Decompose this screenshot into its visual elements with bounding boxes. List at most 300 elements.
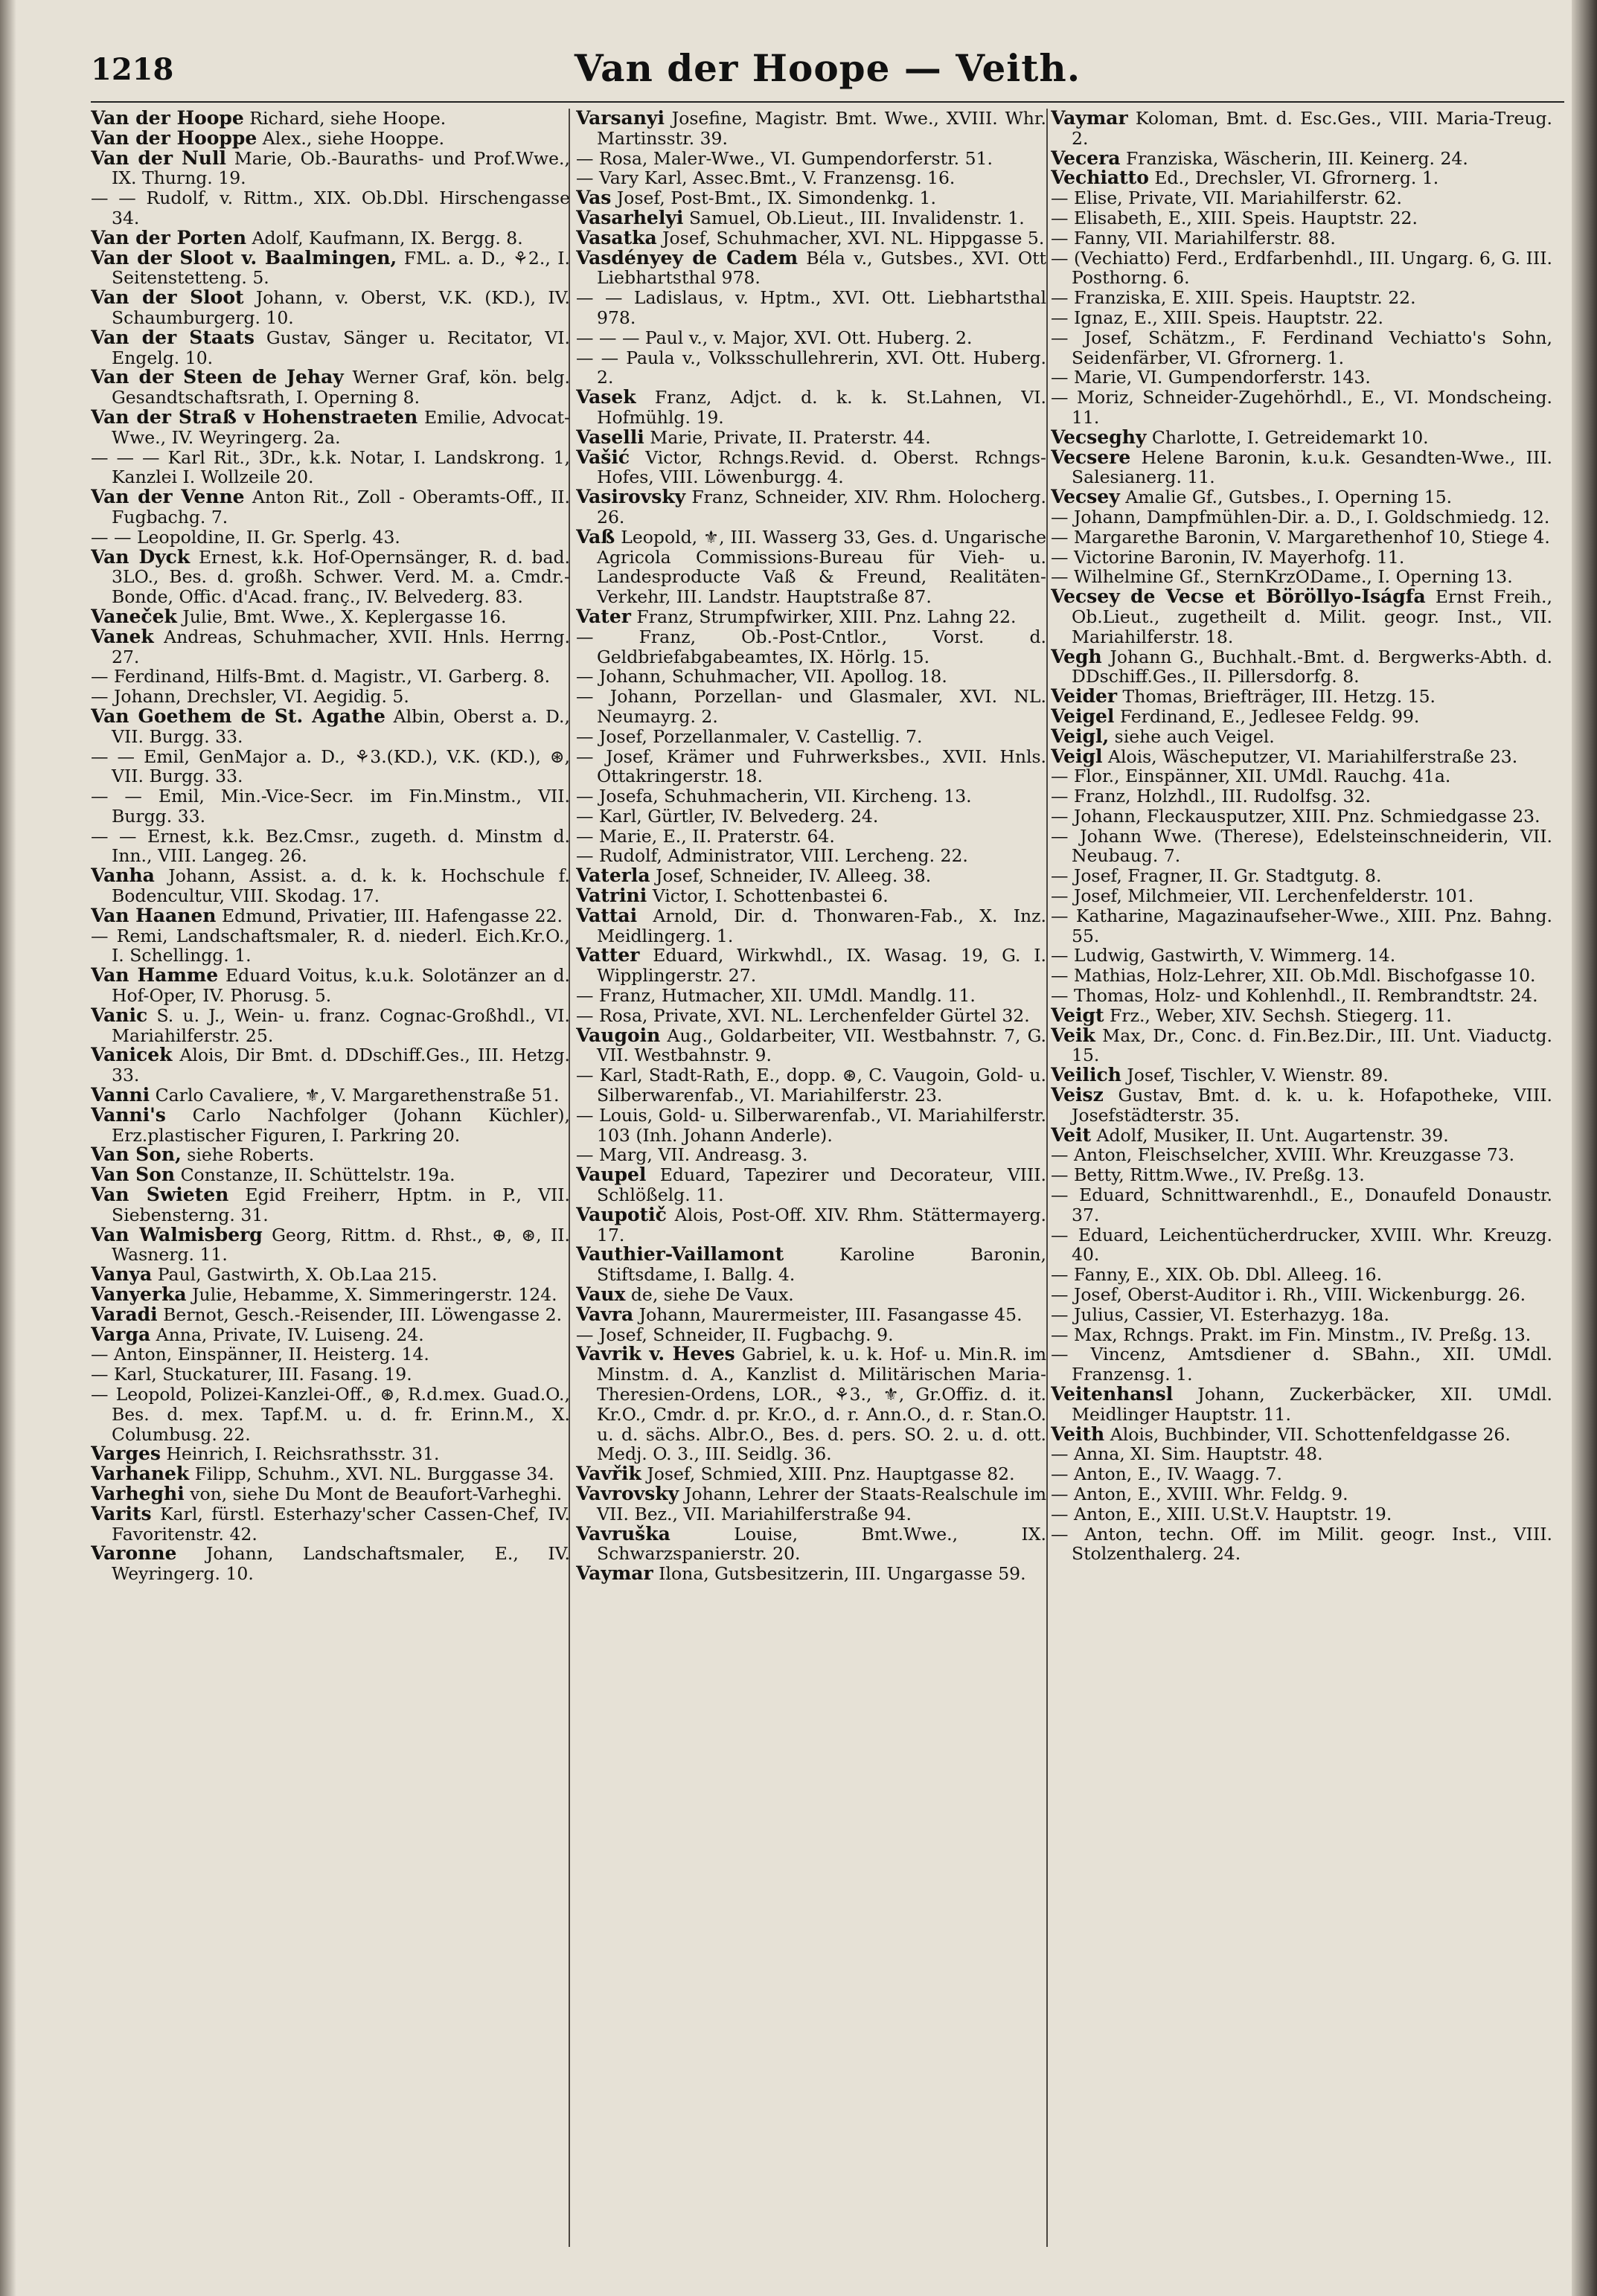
directory-entry — [1051, 906, 1552, 946]
directory-entry — [576, 1145, 1046, 1165]
entry-text: Alex., siehe Hooppe. — [262, 127, 445, 149]
directory-entry — [91, 827, 570, 867]
entry-name: Van der Sloot v. Baalmingen, — [91, 246, 397, 269]
entry-text: Eduard, Tapezirer und Decorateur, VIII. Schlößelg. 11. — [597, 1164, 1046, 1206]
entry-text: — — Ernest, k.k. Bez.Cmsr., zugeth. d. Minstm d. Inn., VIII. Langeg. 26. — [91, 825, 570, 867]
entry-text: — Marie, VI. Gumpendorferstr. 143. — [1051, 367, 1371, 388]
directory-entry — [1051, 1425, 1552, 1445]
directory-entry — [576, 906, 1046, 946]
entry-name: Vavřik — [576, 1463, 641, 1485]
entry-text: — Rudolf, Administrator, VIII. Lercheng. 22. — [576, 845, 968, 867]
page-shadow-right — [1572, 0, 1597, 2296]
entry-text: Egid Freiherr, Hptm. in P., VII. Siebensterng. 31. — [112, 1184, 570, 1225]
entry-text: Richard, siehe Hoope. — [249, 109, 447, 129]
directory-entry — [576, 348, 1046, 388]
directory-entry — [91, 1325, 570, 1345]
entry-name: Varges — [91, 1443, 161, 1465]
entry-name: Vecera — [1051, 147, 1121, 169]
directory-entry — [1051, 1165, 1552, 1185]
directory-entry — [91, 1045, 570, 1086]
directory-entry — [1051, 1504, 1552, 1524]
entry-name: Vecsere — [1051, 446, 1131, 468]
directory-entry — [1051, 807, 1552, 827]
entry-text: Aug., Goldarbeiter, VII. Westbahnstr. 7, G. VII. Westbahnstr. 9. — [597, 1024, 1046, 1066]
directory-entry — [576, 1464, 1046, 1484]
entry-text: Ed., Drechsler, VI. Gfrornerg. 1. — [1154, 167, 1439, 189]
entry-text: — Josef, Schätzm., F. Ferdinand Vechiatto's Sohn, Seidenfärber, VI. Gfrornerg. 1. — [1051, 327, 1552, 368]
entry-name: Veigl, — [1051, 725, 1110, 747]
directory-entry — [91, 328, 570, 368]
entry-text: S. u. J., Wein- u. franz. Cognac-Großhdl., VI. Mariahilferstr. 25. — [112, 1004, 570, 1046]
entry-text: Heinrich, I. Reichsrathsstr. 31. — [166, 1443, 440, 1465]
entry-name: Vecsey de Vecse et Böröllyo-Iságfa — [1051, 586, 1426, 608]
entry-name: Van Son, — [91, 1144, 182, 1166]
entry-name: Veigel — [1051, 705, 1115, 727]
directory-entry — [91, 926, 570, 966]
entry-text: Johann, Maurermeister, III. Fasangasse 45. — [639, 1303, 1022, 1325]
directory-entry — [576, 1026, 1046, 1066]
directory-entry — [1051, 1305, 1552, 1325]
entry-text: — Eduard, Schnittwarenhdl., E., Donaufeld Donaustr. 37. — [1051, 1184, 1552, 1225]
entry-text: — Anton, E., XVIII. Whr. Feldg. 9. — [1051, 1483, 1348, 1504]
entry-text: Alois, Dir Bmt. d. DDschiff.Ges., III. Hetzg. 33. — [112, 1045, 570, 1086]
directory-entry — [91, 1544, 570, 1584]
directory-entry — [91, 1225, 570, 1266]
entry-name: Vanic — [91, 1004, 148, 1026]
directory-entry — [1051, 946, 1552, 966]
directory-entry — [1051, 248, 1552, 289]
directory-entry — [1051, 527, 1552, 548]
directory-entry — [1051, 966, 1552, 986]
entry-name: Varadi — [91, 1303, 158, 1325]
entry-text: Marie, Private, II. Praterstr. 44. — [650, 426, 931, 448]
directory-entry — [1051, 109, 1552, 149]
directory-entry — [91, 288, 570, 328]
directory-entry — [1051, 687, 1552, 707]
entry-name: Vašić — [576, 446, 630, 468]
entry-text: Anna, Private, IV. Luiseng. 24. — [156, 1324, 424, 1345]
entry-text: Gabriel, k. u. k. Hof- u. Min.R. im Minstm. d. A., Kanzlist d. Militärischen Maria-Theresien-Ordens, LOR., ⚘3., ⚜, Gr.Offiz. d. it. Kr.O., Cmdr. d. pr. Kr.O., d. r. Ann.O., d. r. Stan.O. u. d. sächs. Albr.O., Bes. d. pers. SO. 2. u. d. ott. Medj. O. 3., III. Seidlg. 36. — [597, 1344, 1046, 1465]
directory-entry — [1051, 1325, 1552, 1345]
directory-entry — [91, 1145, 570, 1165]
entry-text: Georg, Rittm. d. Rhst., ⊕, ⊛, II. Wasnerg. 11. — [112, 1224, 570, 1266]
entry-text: Leopold, ⚜, III. Wasserg 33, Ges. d. Ungarische Agricola Commissions-Bureau für Vieh- u. Landesproducte Vaß & Freund, Realitäten-Verkehr, III. Landstr. Hauptstraße 87. — [597, 526, 1046, 608]
entry-text: — Louis, Gold- u. Silberwarenfab., VI. Mariahilferstr. 103 (Inh. Johann Anderle). — [576, 1104, 1046, 1146]
directory-entry — [576, 667, 1046, 687]
entry-text: Alois, Post-Off. XIV. Rhm. Stättermayerg. 17. — [597, 1204, 1046, 1245]
entry-name: Vaymar — [1051, 109, 1128, 129]
directory-entry — [1051, 388, 1552, 428]
directory-entry — [91, 1344, 570, 1365]
directory-entry — [576, 866, 1046, 886]
entry-text: — Josef, Porzellanmaler, V. Castellig. 7. — [576, 725, 923, 747]
directory-entry — [1051, 1444, 1552, 1464]
entry-text: — (Vechiatto) Ferd., Erdfarbenhdl., III. Ungarg. 6, G. III. Posthorng. 6. — [1051, 247, 1552, 289]
entry-text: — — Paula v., Volksschullehrerin, XVI. Ott. Huberg. 2. — [576, 347, 1046, 388]
entry-name: Varga — [91, 1323, 151, 1345]
entry-name: Veith — [1051, 1423, 1105, 1445]
directory-entry — [91, 1185, 570, 1225]
entry-name: Vavra — [576, 1303, 634, 1325]
entry-text: Franz, Schneider, XIV. Rhm. Holocherg. 26. — [597, 487, 1046, 527]
directory-entry — [1051, 1225, 1552, 1266]
column-divider — [1046, 109, 1048, 2247]
entry-name: Van der Porten — [91, 226, 247, 248]
entry-text: von, siehe Du Mont de Beaufort-Varheghi. — [190, 1483, 563, 1504]
entry-name: Vaugoin — [576, 1024, 661, 1046]
entry-text: — Josefa, Schuhmacherin, VII. Kircheng. 13. — [576, 786, 972, 807]
entry-text: FML. a. D., ⚘2., I. Seitenstetteng. 5. — [112, 247, 570, 289]
directory-entry — [91, 1305, 570, 1325]
directory-entry — [576, 188, 1046, 208]
entry-name: Vaneček — [91, 605, 177, 627]
directory-entry — [1051, 1285, 1552, 1305]
directory-entry — [576, 786, 1046, 807]
entry-name: Vasatka — [576, 226, 657, 248]
directory-entry — [1051, 548, 1552, 568]
entry-name: Van der Hooppe — [91, 126, 257, 149]
directory-entry — [576, 248, 1046, 289]
entry-text: Franz, Strumpfwirker, XIII. Pnz. Lahng 22. — [636, 606, 1017, 627]
entry-name: Vauthier-Vaillamont — [576, 1243, 784, 1266]
entry-name: Van der Hoope — [91, 109, 244, 129]
directory-entry — [1051, 149, 1552, 169]
entry-name: Vanek — [91, 625, 154, 647]
entry-text: — Marie, E., II. Praterstr. 64. — [576, 825, 835, 847]
entry-name: Vanya — [91, 1263, 153, 1286]
entry-name: Vaselli — [576, 426, 644, 448]
entry-text: — Elisabeth, E., XIII. Speis. Hauptstr. 22. — [1051, 207, 1418, 228]
entry-text: Alois, Wäscheputzer, VI. Mariahilferstraße 23. — [1107, 745, 1518, 767]
entry-text: Andreas, Schuhmacher, XVII. Hnls. Herrng. 27. — [112, 626, 570, 667]
directory-entry — [91, 667, 570, 687]
directory-entry — [1051, 587, 1552, 647]
entry-name: Veitenhansl — [1051, 1383, 1174, 1405]
directory-entry — [1051, 1344, 1552, 1385]
entry-text: — Margarethe Baronin, V. Margarethenhof 10, Stiege 4. — [1051, 526, 1550, 548]
entry-text: — Johann, Fleckausputzer, XIII. Pnz. Schmiedgasse 23. — [1051, 805, 1540, 827]
entry-name: Vaupel — [576, 1164, 647, 1186]
directory-entry — [1051, 1086, 1552, 1126]
entry-text: Johann, v. Oberst, V.K. (KD.), IV. Schaumburgerg. 10. — [112, 287, 570, 328]
directory-entry — [91, 1006, 570, 1046]
entry-name: Veisz — [1051, 1084, 1104, 1106]
entry-text: Gustav, Sänger u. Recitator, VI. Engelg. 10. — [112, 327, 570, 368]
directory-entry — [1051, 428, 1552, 448]
entry-text: Helene Baronin, k.u.k. Gesandten-Wwe., III. Salesianerg. 11. — [1072, 446, 1552, 488]
entry-text: Josef, Schneider, IV. Alleeg. 38. — [656, 865, 932, 887]
directory-entry — [576, 149, 1046, 169]
entry-name: Van Haanen — [91, 904, 217, 926]
directory-entry — [1051, 328, 1552, 368]
entry-name: Vanni's — [91, 1103, 166, 1126]
entry-text: Albin, Oberst a. D., VII. Burgg. 33. — [112, 705, 570, 747]
entry-text: Amalie Gf., Gutsbes., I. Operning 15. — [1125, 487, 1453, 508]
entry-name: Varheghi — [91, 1482, 185, 1504]
entry-name: Vanha — [91, 865, 155, 887]
directory-entry — [91, 966, 570, 1006]
entry-name: Vasirovsky — [576, 486, 686, 508]
directory-entry — [1051, 1026, 1552, 1066]
directory-entry — [1051, 1006, 1552, 1026]
entry-text: Bernot, Gesch.-Reisender, III. Löwengasse 2. — [163, 1303, 563, 1325]
column-2 — [576, 109, 1046, 2251]
directory-entry — [576, 1245, 1046, 1285]
entry-name: Vanicek — [91, 1044, 173, 1066]
entry-text: — Franz, Ob.-Post-Cntlor., Vorst. d. Geldbriefabgabeamtes, IX. Hörlg. 15. — [576, 626, 1046, 667]
entry-text: — Thomas, Holz- und Kohlenhdl., II. Rembrandtstr. 24. — [1051, 985, 1538, 1007]
entry-text: Carlo Nachfolger (Johann Küchler), Erz.plastischer Figuren, I. Parkring 20. — [112, 1104, 570, 1146]
entry-text: — Karl, Gürtler, IV. Belvederg. 24. — [576, 805, 879, 827]
entry-name: Vaymar — [576, 1562, 653, 1585]
directory-entry — [91, 747, 570, 787]
directory-entry — [91, 545, 570, 608]
entry-text: — Johann Wwe. (Therese), Edelsteinschneiderin, VII. Neubaug. 7. — [1051, 825, 1552, 867]
entry-text: — Anton, techn. Off. im Milit. geogr. Inst., VIII. Stolzenthalerg. 24. — [1051, 1523, 1552, 1565]
entry-name: Vasarhelyi — [576, 206, 684, 228]
entry-text: Adolf, Kaufmann, IX. Bergg. 8. — [252, 227, 523, 248]
entry-text: Arnold, Dir. d. Thonwaren-Fab., X. Inz. Meidlingerg. 1. — [597, 905, 1046, 946]
entry-text: Marie, Ob.-Bauraths- und Prof.Wwe., IX. Thurng. 19. — [112, 147, 570, 189]
entry-text: Franziska, Wäscherin, III. Keinerg. 24. — [1126, 147, 1468, 169]
entry-text: — Karl, Stadt-Rath, E., dopp. ⊛, C. Vaugoin, Gold- u. Silberwarenfab., VI. Mariahilferstr. 23. — [576, 1065, 1046, 1106]
directory-entry — [576, 727, 1046, 747]
entry-name: Van der Straß v Hohenstraeten — [91, 405, 418, 428]
entry-text: Johann G., Buchhalt.-Bmt. d. Bergwerks-Abth. d. DDschiff.Ges., II. Pillersdorfg. 8. — [1072, 646, 1552, 687]
header-rule — [91, 101, 1564, 103]
directory-entry — [576, 1325, 1046, 1345]
entry-name: Van der Null — [91, 147, 226, 169]
directory-entry — [91, 1103, 570, 1146]
entry-text: — Ferdinand, Hilfs-Bmt. d. Magistr., VI. Garberg. 8. — [91, 666, 551, 687]
entry-name: Vaß — [576, 525, 615, 548]
directory-entry — [1051, 866, 1552, 886]
directory-entry — [91, 1385, 570, 1444]
entry-name: Vanni — [91, 1084, 150, 1106]
entry-text: — Wilhelmine Gf., SternKrzODame., I. Operning 13. — [1051, 566, 1513, 588]
directory-entry — [91, 687, 570, 707]
directory-entry — [1051, 647, 1552, 687]
entry-text: — Josef, Oberst-Auditor i. Rh., VIII. Wickenburgg. 26. — [1051, 1284, 1526, 1306]
directory-entry — [576, 1305, 1046, 1325]
column-1 — [91, 109, 570, 2251]
entry-text: Julie, Hebamme, X. Simmeringerstr. 124. — [192, 1284, 557, 1306]
entry-text: Victor, I. Schottenbastei 6. — [652, 885, 889, 907]
entry-text: — Josef, Krämer und Fuhrwerksbes., XVII. Hnls. Ottakringerstr. 18. — [576, 745, 1046, 787]
entry-text: — Anton, E., XIII. U.St.V. Hauptstr. 19. — [1051, 1503, 1392, 1524]
directory-entry — [1051, 487, 1552, 507]
entry-text: — Franz, Holzhdl., III. Rudolfsg. 32. — [1051, 786, 1372, 807]
entry-text: — Josef, Schneider, II. Fugbachg. 9. — [576, 1324, 894, 1345]
entry-name: Veigl — [1051, 745, 1103, 767]
directory-entry — [91, 368, 570, 408]
entry-text: Karl, fürstl. Esterhazy'scher Cassen-Chef, IV. Favoritenstr. 42. — [112, 1503, 570, 1545]
directory-entry — [576, 607, 1046, 627]
directory-entry — [576, 986, 1046, 1006]
directory-entry — [91, 1086, 570, 1106]
entry-text: Samuel, Ob.Lieut., III. Invalidenstr. 1. — [688, 207, 1025, 228]
entry-text: — Josef, Milchmeier, VII. Lerchenfelderstr. 101. — [1051, 885, 1474, 907]
entry-text: Edmund, Privatier, III. Hafengasse 22. — [221, 905, 563, 926]
directory-entry — [1051, 228, 1552, 248]
entry-name: Vechiatto — [1051, 167, 1149, 189]
entry-text: Filipp, Schuhm., XVI. NL. Burggasse 34. — [194, 1463, 554, 1485]
directory-entry — [576, 1484, 1046, 1524]
entry-text: — — Rudolf, v. Rittm., XIX. Ob.Dbl. Hirschengasse 34. — [91, 187, 570, 228]
directory-entry — [576, 886, 1046, 906]
entry-text: Thomas, Briefträger, III. Hetzg. 15. — [1122, 686, 1436, 708]
directory-entry — [1051, 707, 1552, 727]
directory-entry — [91, 1365, 570, 1385]
directory-entry — [91, 109, 570, 129]
directory-entry — [1051, 766, 1552, 786]
entry-name: Vecsey — [1051, 486, 1120, 508]
entry-name: Vatter — [576, 944, 640, 966]
entry-name: Vaupotič — [576, 1203, 667, 1225]
entry-text: Charlotte, I. Getreidemarkt 10. — [1151, 426, 1429, 448]
entry-text: Werner Graf, kön. belg. Gesandtschaftsrath, I. Operning 8. — [112, 367, 570, 408]
directory-entry — [1051, 1265, 1552, 1285]
entry-text: Josef, Schmied, XIII. Pnz. Hauptgasse 82. — [647, 1463, 1015, 1485]
directory-entry — [1051, 1145, 1552, 1165]
directory-entry — [1051, 1464, 1552, 1484]
directory-entry — [576, 388, 1046, 428]
entry-text: Alois, Buchbinder, VII. Schottenfeldgasse 26. — [1110, 1423, 1511, 1445]
entry-name: Vattai — [576, 904, 638, 926]
entry-text: — Ignaz, E., XIII. Speis. Hauptstr. 22. — [1051, 307, 1384, 328]
entry-text: — Katharine, Magazinaufseher-Wwe., XIII. Pnz. Bahng. 55. — [1051, 905, 1552, 946]
directory-entry — [91, 786, 570, 827]
directory-entry — [91, 1285, 570, 1305]
directory-entry — [576, 687, 1046, 727]
entry-text: — Fanny, VII. Mariahilferstr. 88. — [1051, 227, 1336, 248]
entry-text: Béla v., Gutsbes., XVI. Ott Liebhartsthal 978. — [597, 247, 1046, 289]
entry-text: Josef, Schuhmacher, XVI. NL. Hippgasse 5. — [662, 227, 1045, 248]
entry-name: Veilich — [1051, 1064, 1121, 1086]
entry-name: Van der Staats — [91, 326, 255, 348]
entry-text: — Mathias, Holz-Lehrer, XII. Ob.Mdl. Bischofgasse 10. — [1051, 965, 1536, 987]
directory-entry — [576, 1065, 1046, 1106]
entry-name: Vaterla — [576, 865, 650, 887]
entry-text: Paul, Gastwirth, X. Ob.Laa 215. — [157, 1264, 438, 1286]
entry-text: Ilona, Gutsbesitzerin, III. Ungargasse 59. — [659, 1563, 1026, 1585]
entry-name: Varsanyi — [576, 109, 665, 129]
directory-entry — [91, 527, 570, 548]
entry-text: — Johann, Dampfmühlen-Dir. a. D., I. Goldschmiedg. 12. — [1051, 506, 1550, 527]
entry-name: Vecseghy — [1051, 426, 1147, 448]
directory-entry — [91, 866, 570, 906]
entry-name: Van Goethem de St. Agathe — [91, 705, 385, 727]
directory-entry — [576, 1564, 1046, 1584]
entry-text: Johann, Zuckerbäcker, XII. UMdl. Meidlinger Hauptstr. 11. — [1072, 1384, 1552, 1425]
entry-text: — Leopold, Polizei-Kanzlei-Off., ⊛, R.d.mex. Guad.O., Bes. d. mex. Tapf.M. u. d. fr. Erinn.M., X. Columbusg. 22. — [91, 1384, 570, 1445]
directory-entry — [576, 846, 1046, 866]
entry-text: Frz., Weber, XIV. Sechsh. Stiegerg. 11. — [1110, 1004, 1452, 1026]
entry-name: Vater — [576, 605, 631, 627]
directory-entry — [576, 627, 1046, 667]
directory-entry — [576, 1285, 1046, 1305]
entry-text: — Johann, Drechsler, VI. Aegidig. 5. — [91, 686, 409, 708]
directory-entry — [576, 109, 1046, 149]
entry-name: Vasek — [576, 386, 636, 408]
directory-entry — [576, 1006, 1046, 1026]
directory-entry — [576, 1344, 1046, 1464]
directory-entry — [1051, 567, 1552, 587]
entry-text: — Anna, XI. Sim. Hauptstr. 48. — [1051, 1443, 1323, 1465]
directory-entry — [91, 906, 570, 926]
directory-entry — [1051, 786, 1552, 807]
entry-text: — Julius, Cassier, VI. Esterhazyg. 18a. — [1051, 1303, 1389, 1325]
entry-name: Van Hamme — [91, 964, 219, 987]
directory-entry — [576, 1524, 1046, 1565]
entry-text: Johann, Landschaftsmaler, E., IV. Weyringerg. 10. — [112, 1543, 570, 1585]
entry-name: Van Dyck — [91, 545, 191, 568]
directory-entry — [91, 448, 570, 488]
directory-entry — [1051, 1123, 1552, 1146]
directory-entry — [91, 188, 570, 228]
entry-name: Vavrik v. Heves — [576, 1343, 735, 1365]
column-3 — [1051, 109, 1552, 2251]
entry-name: Vas — [576, 187, 612, 209]
entry-text: — Eduard, Leichentücherdrucker, XVIII. Whr. Kreuzg. 40. — [1051, 1224, 1552, 1266]
entry-text: — — Leopoldine, II. Gr. Sperlg. 43. — [91, 526, 400, 548]
entry-text: — Marg, VII. Andreasg. 3. — [576, 1144, 808, 1166]
directory-entry — [576, 946, 1046, 986]
directory-entry — [1051, 1385, 1552, 1425]
directory-entry — [91, 1464, 570, 1484]
entry-text: — Remi, Landschaftsmaler, R. d. niederl. Eich.Kr.O., I. Schellingg. 1. — [91, 925, 570, 966]
page-shadow-left — [0, 0, 16, 2296]
entry-text: — Anton, E., IV. Waagg. 7. — [1051, 1463, 1282, 1485]
directory-entry — [1051, 368, 1552, 388]
entry-text: — — Emil, GenMajor a. D., ⚘3.(KD.), V.K. (KD.), ⊛, VII. Burgg. 33. — [91, 745, 570, 787]
entry-name: Varhanek — [91, 1463, 190, 1485]
entry-text: Josefine, Magistr. Bmt. Wwe., XVIII. Whr. Martinsstr. 39. — [597, 109, 1046, 149]
directory-entry — [91, 627, 570, 667]
entry-text: — Franz, Hutmacher, XII. UMdl. Mandlg. 11. — [576, 985, 976, 1007]
entry-text: Gustav, Bmt. d. k. u. k. Hofapotheke, VIII. Josefstädterstr. 35. — [1072, 1085, 1552, 1126]
entry-text: — Vary Karl, Assec.Bmt., V. Franzensg. 16. — [576, 167, 956, 189]
directory-entry — [576, 1165, 1046, 1205]
directory-entry — [91, 1165, 570, 1185]
directory-entry — [1051, 1065, 1552, 1086]
entry-text: — Victorine Baronin, IV. Mayerhofg. 11. — [1051, 546, 1405, 568]
entry-text: — Johann, Schuhmacher, VII. Apollog. 18. — [576, 666, 947, 687]
entry-text: Johann, Assist. a. d. k. k. Hochschule f. Bodencultur, VIII. Skodag. 17. — [112, 865, 570, 907]
entry-name: Vavrovsky — [576, 1482, 679, 1504]
directory-entry — [91, 1504, 570, 1545]
entry-text: Louise, Bmt.Wwe., IX. Schwarzspanierstr. 20. — [597, 1523, 1046, 1565]
directory-entry — [91, 405, 570, 448]
entry-text: Ferdinand, E., Jedlesee Feldg. 99. — [1119, 705, 1420, 727]
entry-text: — Josef, Fragner, II. Gr. Stadtgutg. 8. — [1051, 865, 1382, 887]
entry-name: Vegh — [1051, 645, 1102, 667]
directory-entry — [1051, 986, 1552, 1006]
entry-text: Koloman, Bmt. d. Esc.Ges., VIII. Maria-Treug. 2. — [1072, 109, 1552, 149]
entry-text: Josef, Post-Bmt., IX. Simondenkg. 1. — [616, 187, 936, 209]
entry-text: siehe Roberts. — [187, 1144, 315, 1166]
directory-entry — [1051, 507, 1552, 527]
directory-entry — [576, 527, 1046, 607]
directory-entry — [576, 168, 1046, 188]
entry-name: Van Walmisberg — [91, 1223, 263, 1245]
directory-entry — [91, 228, 570, 248]
entry-text: Franz, Adjct. d. k. k. St.Lahnen, VI. Hofmühlg. 19. — [597, 387, 1046, 428]
directory-entry — [1051, 727, 1552, 747]
directory-entry — [91, 607, 570, 627]
entry-text: Max, Dr., Conc. d. Fin.Bez.Dir., III. Unt. Viaductg. 15. — [1072, 1024, 1552, 1066]
entry-text: Constanze, II. Schüttelstr. 19a. — [180, 1164, 455, 1186]
